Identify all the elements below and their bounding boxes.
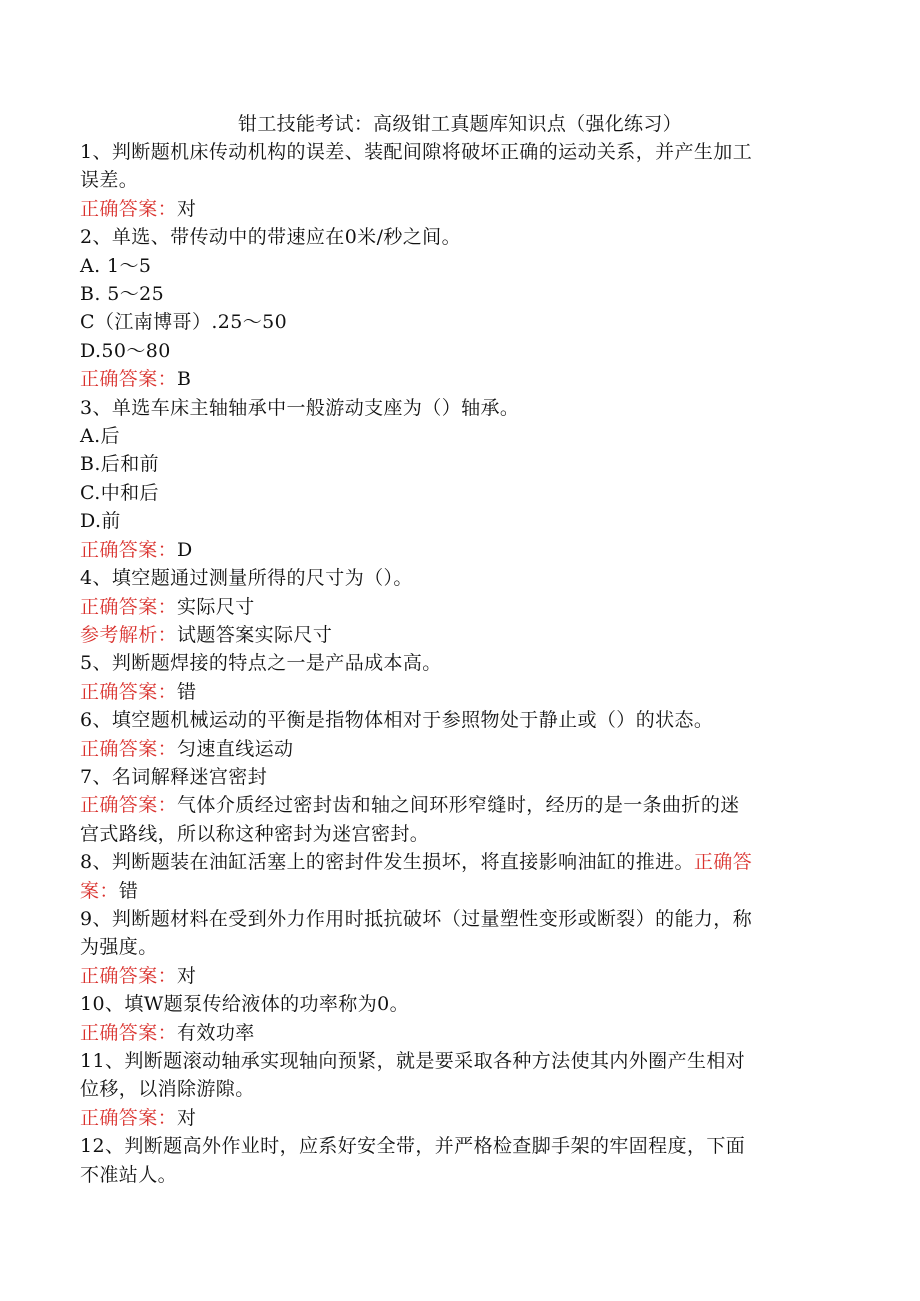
line-text: B.后和前: [80, 453, 160, 476]
line-text: 宫式路线，所以称这种密封为迷宫密封。: [80, 822, 430, 845]
text-line: [80, 990, 830, 1018]
answer-line: [80, 678, 830, 706]
answer-label: 正确答: [693, 851, 753, 874]
line-text: C.中和后: [80, 481, 159, 504]
answer-value: D: [177, 538, 193, 561]
answer-label: 案：: [80, 879, 119, 902]
answer-label: 正确答案：: [80, 964, 178, 987]
text-line: [80, 1132, 830, 1160]
line-text: 10、填W题泵传给液体的功率称为0。: [80, 993, 409, 1016]
answer-value: 对: [177, 1106, 197, 1129]
answer-label: 正确答案：: [80, 368, 178, 391]
answer-value: 匀速直线运动: [177, 737, 294, 760]
answer-value: 实际尺寸: [177, 595, 255, 618]
document-page: [80, 110, 830, 1189]
answer-value: 对: [177, 197, 197, 220]
text-line: [80, 422, 830, 450]
text-line: [80, 450, 830, 478]
line-text: 位移，以消除游隙。: [80, 1078, 255, 1101]
answer-label: 正确答案：: [80, 680, 178, 703]
answer-label: 正确答案：: [80, 538, 178, 561]
answer-line: [80, 848, 830, 876]
document-title: 钳工技能考试：高级钳工真题库知识点（强化练习）: [238, 113, 682, 135]
line-text: 为强度。: [80, 936, 158, 959]
text-line: [80, 280, 830, 308]
text-line: [80, 649, 830, 677]
document-body: [80, 138, 830, 1189]
text-line: [80, 564, 830, 592]
text-line: [80, 820, 830, 848]
answer-label: 正确答案：: [80, 595, 178, 618]
line-text: 4、填空题通过测量所得的尺寸为（）。: [80, 567, 413, 590]
answer-value: 有效功率: [177, 1021, 255, 1044]
text-line: [80, 337, 830, 365]
line-text: 1、判断题机床传动机构的误差、装配间隙将破坏正确的运动关系，并产生加工: [80, 141, 753, 163]
answer-value: 错: [118, 879, 139, 902]
answer-value: 气体介质经过密封齿和轴之间环形窄缝时，经历的是一条曲折的迷: [177, 794, 740, 817]
text-line: [80, 1161, 830, 1189]
line-text: 11、判断题滚动轴承实现轴向预紧，就是要采取各种方法使其内外圈产生相对: [80, 1050, 746, 1072]
answer-label: 正确答案：: [80, 794, 178, 817]
answer-value: 错: [177, 680, 197, 703]
answer-line: [80, 1019, 830, 1047]
answer-line: [80, 735, 830, 763]
answer-value: B: [177, 368, 192, 391]
answer-line: [80, 536, 830, 564]
answer-line: [80, 877, 830, 905]
line-text: 6、填空题机械运动的平衡是指物体相对于参照物处于静止或（）的状态。: [80, 709, 714, 732]
text-line: [80, 763, 830, 791]
text-line: [80, 1047, 830, 1075]
text-line: [80, 479, 830, 507]
answer-label: 参考解析：: [80, 623, 178, 646]
text-line: [80, 166, 830, 194]
answer-line: [80, 593, 830, 621]
text-line: [80, 308, 830, 336]
answer-label: 正确答案：: [80, 1106, 178, 1129]
answer-value: 对: [177, 964, 197, 987]
line-text: D.50～80: [80, 339, 171, 362]
answer-line: [80, 1104, 830, 1132]
answer-line: [80, 365, 830, 393]
line-text: B. 5～25: [80, 283, 165, 306]
answer-label: 正确答案：: [80, 197, 178, 220]
answer-line: [80, 621, 830, 649]
text-line: [80, 252, 830, 280]
line-text: A. 1～5: [80, 254, 152, 277]
text-line: [80, 507, 830, 535]
text-line: [80, 138, 830, 166]
line-text: 3、单选车床主轴轴承中一般游动支座为（）轴承。: [80, 396, 520, 419]
text-line: [80, 1075, 830, 1103]
answer-value: 试题答案实际尺寸: [177, 623, 333, 646]
line-text: 误差。: [80, 169, 139, 192]
line-text: 5、判断题焊接的特点之一是产品成本高。: [80, 652, 442, 675]
line-text: 12、判断题高外作业时，应系好安全带，并严格检查脚手架的牢固程度，下面: [80, 1135, 746, 1158]
line-text: 7、名词解释迷宫密封: [80, 765, 268, 788]
answer-line: [80, 791, 830, 819]
text-line: [80, 394, 830, 422]
line-text: C（江南博哥）.25～50: [80, 311, 288, 334]
line-text: A.后: [80, 425, 120, 448]
line-text: D.前: [80, 510, 121, 533]
text-line: [80, 223, 830, 251]
line-text: 9、判断题材料在受到外力作用时抵抗破坏（过量塑性变形或断裂）的能力，称: [80, 907, 753, 930]
answer-label: 正确答案：: [80, 737, 178, 760]
answer-line: [80, 195, 830, 223]
answer-line: [80, 962, 830, 990]
answer-label: 正确答案：: [80, 1021, 178, 1044]
text-line: [80, 905, 830, 933]
line-text: 不准站人。: [80, 1163, 178, 1186]
text-line: [80, 706, 830, 734]
text-line: [80, 933, 830, 961]
line-text: 8、判断题装在油缸活塞上的密封件发生损坏，将直接影响油缸的推进。: [80, 851, 694, 874]
line-text: 2、单选、带传动中的带速应在0米/秒之间。: [80, 226, 461, 249]
